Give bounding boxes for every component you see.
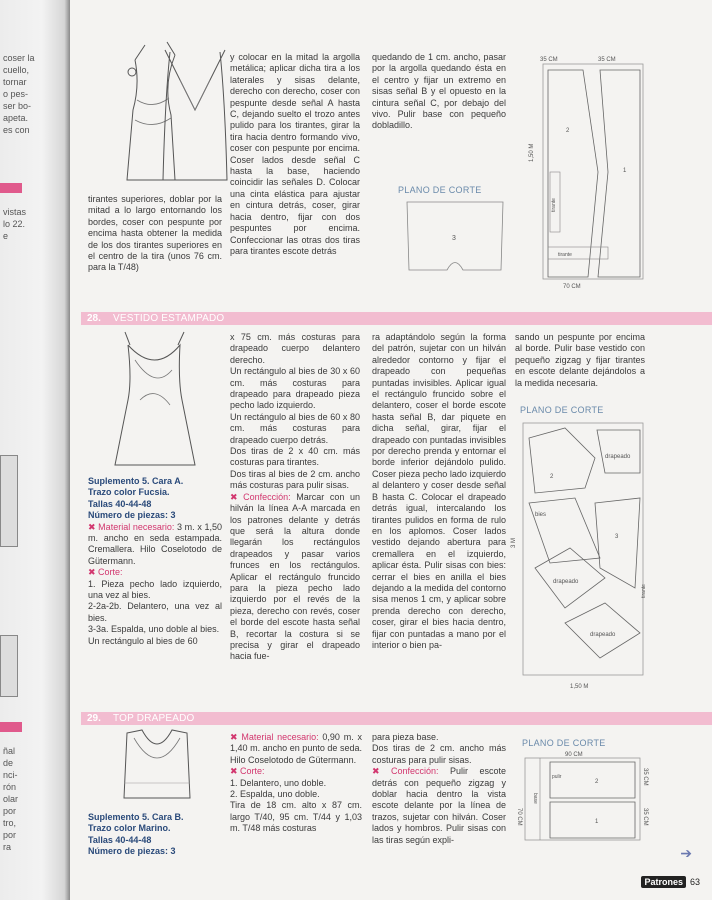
edge-text-line: lo 22.	[3, 219, 26, 229]
edge-text-line: ra	[3, 842, 12, 852]
paragraph: Un rectángulo al bies de 60 x 80 cm. más costuras para drapeado cuerpo detrás.	[230, 411, 360, 445]
piece-number: 2	[550, 474, 554, 480]
edge-text-line: cuello,	[3, 65, 30, 75]
pink-marker	[0, 183, 22, 193]
section-title: TOP DRAPEADO	[113, 713, 195, 724]
dim-label: 3 M	[511, 537, 517, 548]
edge-text-line: apeta.	[3, 113, 29, 123]
spec-line: Número de piezas: 3	[88, 846, 176, 857]
paragraph: ra adaptándolo según la forma del patrón, sujetar con un hilván alrededor contorno y fijar el drapeado con pequeñas puntadas invisibles. Aplicar igual el rectángulo fruncido sobre el delantero, coser el borde escote hasta señal B, dar piquete en dicha señal, girar, fijar el drapeado con puntadas invisibles por derecho prenda y entornar el borde inferior dejándolo pulido. Coser pieza pecho lado izquierdo al delantero y coser desde señal B hasta C. Colocar el drapeado detrás igual, intercalando los tirantes pulidos en forma de rulo en los aplomos. Coser lados vestido dejando abertura para cremallera en el izquierdo, aplicar ésta. Pulir sisas con bies: cerrar el bies en anilla el bies dejando a la medida del contorno sisa menos 1 cm, y aplicar sobre prenda derecho con derecho, coser, girar el bies hacia dentro, fijar con puntadas a mano por el interior o bien pa-	[372, 332, 506, 650]
edge-text-line: rón	[3, 782, 17, 792]
edge-text-line: tro,	[3, 818, 17, 828]
edge-text-line: nci-	[3, 770, 18, 780]
dim-label: 35 CM	[642, 768, 648, 786]
section-header-28	[81, 312, 712, 325]
cut-plan-top	[528, 52, 648, 292]
paragraph: Un rectángulo al bies de 30 x 60 cm. más costuras para drapeado para drapeado pieza pecho lado izquierdo.	[230, 366, 360, 411]
confeccion-label: ✖ Confección:	[372, 766, 439, 777]
section-number: 29.	[87, 713, 101, 724]
edge-text-line: de	[3, 758, 14, 768]
confeccion-text: Marcar con un hilván la línea A-A marcada en los patrones delante y detrás que será la altura donde llegarán los rectángulos drapeados y pasar varios frunces en los rectángulos. Aplicar el rectángulo fruncido para la pieza pecho lado izquierdo por el revés de la pieza, derecho con revés, coser el borde del escote hasta señal B, recortar la costura si se precisa y girar el drapeado hacia fue-	[230, 491, 360, 662]
magazine-logo: Patrones	[641, 876, 686, 888]
piece-number: 3	[452, 235, 456, 242]
dim-label: 70 CM	[516, 808, 522, 826]
piece-label: drapeado	[553, 579, 579, 585]
piece-label: base	[532, 793, 538, 804]
paragraph: Dos tiras de 2 x 40 cm. más costuras para tirantes.	[230, 446, 360, 468]
section29-col1	[88, 812, 222, 858]
paragraph: Dos tiras al bies de 2 cm. ancho más costuras para pulir sisas.	[230, 468, 360, 491]
corte-label: ✖ Corte:	[230, 766, 265, 777]
paragraph: Tira de 18 cm. alto x 87 cm. largo T/40, 95 cm. T/44 y 1,03 m. T/48 más costuras	[230, 800, 362, 834]
dim-label: 1,50 M	[570, 684, 589, 690]
section28-col2	[230, 332, 360, 663]
spec-line: Suplemento 5. Cara B.	[88, 812, 184, 822]
dim-label: 35 CM	[540, 57, 558, 63]
plano-title: PLANO DE CORTE	[522, 738, 606, 748]
page-number: 63	[689, 877, 700, 887]
dress-sketch-28	[100, 330, 210, 470]
cut-plan-29	[510, 748, 655, 848]
piece-label: drapeado	[590, 632, 616, 638]
edge-text-line: es con	[3, 125, 30, 135]
page-footer	[641, 876, 700, 888]
edge-text-line: coser la	[3, 53, 35, 63]
paragraph: para pieza base.	[372, 732, 439, 742]
section29-col2	[230, 732, 362, 835]
previous-page-edge	[0, 0, 70, 900]
cut-plan-28	[505, 418, 665, 693]
material-label: ✖ Material necesario:	[230, 732, 319, 742]
confeccion-text: Pulir escote detrás con pequeño zigzag y doblar hacia dentro la vista escote delante por la línea de trazos, sujetar con hilván. Coser lados y hombros. Pulir sisas con las tiras según expli-	[372, 766, 506, 845]
section28-col4	[515, 332, 645, 389]
spec-line: Trazo color Fucsia.	[88, 487, 170, 498]
piece-number: 2	[566, 128, 570, 134]
section-title: VESTIDO ESTAMPADO	[113, 313, 225, 324]
spec-line: Tallas 40-44-48	[88, 498, 152, 509]
piece-number: 1	[595, 819, 599, 825]
edge-text-line: por	[3, 830, 17, 840]
dim-label: 35 CM	[642, 808, 648, 826]
corte-item: 2-2a-2b. Delantero, una vez al bies.	[88, 601, 222, 623]
paragraph: tirantes superiores, doblar por la mitad a lo largo entornando los bordes, coser con pespunte por encima hasta obtener la medida de los dos tirantes superiores en el centro de la tira (unos 76 cm. para la T/48)	[88, 194, 222, 273]
edge-text-line: ñal	[3, 746, 16, 756]
section28-col3	[372, 332, 506, 651]
edge-text-line: tornar	[3, 77, 27, 87]
corte-label: ✖ Corte:	[88, 567, 123, 578]
paragraph: sando un pespunte por encima al borde. Pulir base vestido con pequeño zigzag y fijar tirantes en escote delante dejándolos a la medida necesaria.	[515, 332, 645, 388]
top-text-col1	[88, 194, 222, 274]
piece-label: pulir	[552, 774, 562, 780]
piece-label: drapeado	[605, 454, 631, 460]
next-page-arrow-icon: ➔	[680, 845, 692, 861]
material-text: 3 m. x 1,50 m. ancho en seda estampada. Cremallera. Hilo Coselotodo de Gütermann.	[88, 521, 222, 566]
piece-label: bies	[535, 512, 547, 518]
spec-line: Trazo color Marino.	[88, 823, 171, 834]
section-number: 28.	[87, 313, 101, 324]
corte-item: 2. Espalda, uno doble.	[230, 789, 320, 800]
piece-number: 2	[595, 779, 599, 785]
piece-number: 1	[623, 168, 627, 174]
material-label: ✖ Material necesario:	[88, 521, 175, 532]
edge-text-line: por	[3, 806, 17, 816]
spec-line: Número de piezas: 3	[88, 510, 176, 521]
corte-item: 1. Pieza pecho lado izquierdo, una vez al bies.	[88, 578, 222, 601]
paragraph: quedando de 1 cm. ancho, pasar por la argolla quedando ésta en el centro y fijar un extremo en sisas señal B y el opuesto en la cintura señal C, por debajo del vivo. Pulir base con pequeño dobladillo.	[372, 52, 506, 131]
edge-text-line: ser bo-	[3, 101, 32, 111]
corte-item: 3-3a. Espalda, uno doble al bies.	[88, 624, 220, 635]
spec-line: Tallas 40-44-48	[88, 834, 152, 845]
paragraph: Dos tiras de 2 cm. ancho más costuras para pulir sisas.	[372, 743, 506, 765]
corte-item: Un rectángulo al bies de 60	[88, 635, 198, 646]
material-text: 0,90 m. x 1,40 m. ancho en punto de seda. Hilo Coselotodo de Gütermann.	[230, 732, 362, 765]
section-header-29	[81, 712, 712, 725]
piece-label: tirante	[558, 252, 572, 258]
plano-title: PLANO DE CORTE	[520, 405, 604, 415]
spec-line: Suplemento 5. Cara A.	[88, 476, 184, 486]
section29-col3	[372, 732, 506, 846]
section28-col1	[88, 476, 222, 647]
edge-text-line: o pes-	[3, 89, 29, 99]
piece-number: 3	[615, 534, 619, 540]
plano-title: PLANO DE CORTE	[398, 185, 482, 195]
dim-label: 35 CM	[598, 57, 616, 63]
pink-marker	[0, 722, 22, 732]
paragraph: y colocar en la mitad la argolla metálica; aplicar dicha tira a los laterales y sisas delante, derecho con derecho, coser con pespunte desde señal A hasta C, dejando suelto el trozo antes pulido para los tirantes, girar la tira hacia dentro formando vivo, coser con pespunte por encima. Coser lados desde señal C hasta la base, haciendo coincidir las señales D. Colocar una cinta elástica para ajustar en cintura detrás, coser, girar hacia dentro, fijar con dos pespuntes por encima. Confeccionar las otras dos tiras para tirantes escote detrás	[230, 52, 360, 256]
edge-text-line: olar	[3, 794, 19, 804]
top-text-col3	[372, 52, 506, 132]
top-sketch-29	[112, 728, 202, 803]
thumbnail	[0, 455, 18, 547]
cut-plan-small	[405, 200, 505, 275]
piece-label: tirante	[551, 198, 557, 212]
corte-item: 1. Delantero, uno doble.	[230, 777, 327, 788]
paragraph: x 75 cm. más costuras para drapeado cuerpo delantero derecho.	[230, 332, 360, 365]
confeccion-label: ✖ Confección:	[230, 491, 291, 502]
edge-text-line: vistas	[3, 207, 27, 217]
dim-label: 70 CM	[563, 284, 581, 290]
thumbnail	[0, 635, 18, 697]
dim-label: 90 CM	[565, 752, 583, 758]
piece-label: tirante	[641, 584, 647, 598]
edge-text-line: e	[3, 231, 9, 241]
dim-label: 1,50 M	[529, 143, 535, 162]
top-text-col2	[230, 52, 360, 257]
